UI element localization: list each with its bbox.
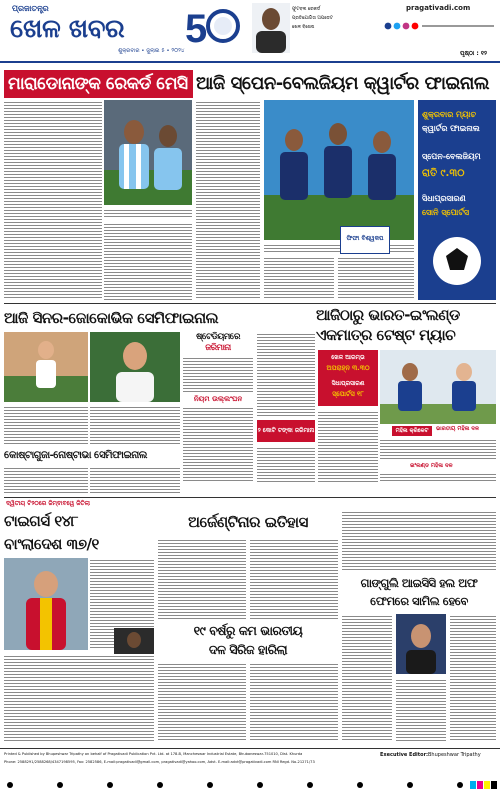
zim-score-2: ବାଂଲାଦେଶ ୩୭/୧ [4, 535, 99, 553]
spain-article-col1 [196, 100, 260, 300]
test-info-box [318, 350, 378, 406]
section-divider [4, 303, 496, 304]
masthead [0, 0, 500, 66]
england-team-label: ଇଂଲଣ୍ଡ ମହିଳା ଦଳ [410, 463, 453, 469]
messi-caption [104, 208, 192, 218]
sinner-article-col2 [90, 405, 180, 445]
footer-editor-name: Bhupeshwar Tripathy [428, 752, 481, 758]
india-article-col2 [380, 438, 496, 460]
sinner-headline: ଆଜି ସିନର-ଜୋକୋଭିକ ସେମିଫାଇନାଲ [4, 309, 219, 327]
ganguly-article-col1 [342, 614, 392, 742]
india-article-col3 [380, 472, 496, 482]
sinner-photo [4, 332, 88, 402]
site-url[interactable]: pragativadi.com [406, 4, 471, 12]
friday-box-art [422, 226, 492, 296]
zim-score-1: ଟାଇଗର୍ସ ୧୪୮ [4, 512, 79, 530]
stadium-headline-2: ଜରିମାନା [205, 343, 231, 353]
test-box-line4: ସ୍ପୋର୍ଟସ ୧୮ [332, 390, 364, 398]
masthead-rule [0, 61, 500, 63]
friday-box-line3: ସ୍ପେନ-ବେଲଜିୟମ [422, 152, 481, 161]
twitter-icon [394, 23, 401, 30]
argentina-article-col2 [250, 538, 338, 620]
india-article-col1 [318, 410, 378, 482]
u19-headline-1: ୧୯ ବର୍ଷରୁ କମ ଭାରତୀୟ [193, 623, 303, 638]
spain-headline: ଆଜି ସ୍ପେନ-ବେଲଜିୟମ କ୍ୱାର୍ଟର ଫାଇନାଲ [196, 73, 490, 94]
zim-article-col2 [4, 654, 154, 742]
stadium-article-col3 [257, 446, 315, 482]
social-icons [384, 15, 496, 23]
test-box-line3: ସିଧାପ୍ରସାରଣ [331, 380, 365, 387]
anniversary-emblem [183, 4, 245, 51]
friday-match-box [418, 100, 496, 300]
ganguly-headline-2: ଫେମରେ ସାମିଲ ହେବେ [370, 594, 468, 608]
friday-box-line1: ଶୁକ୍ରବାର ମ୍ୟାଚ [422, 110, 477, 119]
svg-text:5: 5 [185, 7, 208, 51]
argentina-article-col1 [158, 538, 246, 620]
u19-headline-2: ଦଳ ସିରିଜ ହାରିଲା [208, 642, 288, 657]
zim-inset-photo [114, 628, 154, 654]
messi-article-col2 [104, 222, 192, 300]
page-label: ପୃଷ୍ଠା : ୧୨ [460, 50, 487, 57]
zim-player-photo [4, 558, 88, 650]
masthead-player-photo [252, 3, 290, 53]
section-divider-2 [4, 497, 496, 498]
ganguly-top-article [342, 510, 496, 570]
kazak-article-col2 [90, 466, 180, 494]
djokovic-photo [90, 332, 180, 402]
stadium-sub: ନିୟମ ଉଲ୍ଲଂଘନ [193, 395, 243, 403]
footer-line-2: Phone: 2588291/2588268/4347198595, Fax: 2582586, E-mail:pragativadi@gmail.com, pragativadi@yahoo.com, Advt. E-mail:advt@pragativadi.com RNI Regd. No-21271/73 [4, 760, 315, 764]
stadium-story [183, 332, 253, 482]
brand-logo-text: ପ୍ରଜାତନ୍ତ୍ର [12, 4, 49, 13]
women-badge: ମହିଳା କ୍ରିକେଟ [392, 426, 432, 436]
messi-headline: ମାରାଡୋନାଙ୍କ ରେକର୍ଡ ମେସି ଭାଙ୍ଗିଲେ [4, 70, 193, 98]
kazak-article-col1 [4, 466, 88, 494]
sinner-article-col1 [4, 405, 88, 445]
spain-article-col2 [264, 256, 334, 300]
footer-rule [0, 748, 500, 749]
women-cricket-photo [380, 350, 496, 424]
women-team-label: ଭାରତୀୟ ମହିଳା ଦଳ [436, 426, 479, 432]
facebook-icon [385, 23, 392, 30]
fifa-badge-text: ଫିଫା ବିଶ୍ୱକପ [346, 235, 384, 242]
test-box-line1: ଖେଳ ଆରମ୍ଭ [331, 354, 365, 361]
promo-line: ଫୁଟବଲ ରେକର୍ଡ [292, 7, 321, 12]
spain-article-col3 [338, 256, 414, 300]
promo-line: ଖେଳ ବିଶେଷ [292, 25, 315, 30]
u19-article-col1 [158, 662, 246, 742]
argentina-headline: ଅର୍ଜେଣ୍ଟିନାର ଇତିହାସ [188, 513, 308, 531]
india-headline-2: ଏକମାତ୍ର ଟେଷ୍ଟ ମ୍ୟାଚ [316, 326, 456, 344]
u19-article-col2 [250, 662, 338, 742]
friday-box-line5: ସିଧାପ୍ରସାରଣ [422, 194, 466, 203]
friday-box-line6: ସୋନି ସ୍ପୋର୍ଟସ [422, 208, 470, 217]
ganguly-photo [396, 614, 446, 674]
footer-line-1: Printed & Published by Bhupeshwar Tripathy on behalf of Pragativadi Publication Pvt. Ltd. at 178-B, Mancheswar Industrial Estate, Bhubaneswar-751010, Dist. Khurda [4, 752, 303, 756]
print-color-bar [0, 776, 500, 788]
youtube-icon [412, 23, 419, 30]
india-headline-1: ଆଜିଠାରୁ ଭାରତ-ଇଂଲଣ୍ଡ [316, 306, 460, 324]
messi-photo [104, 100, 192, 205]
fifa-badge [340, 226, 390, 254]
instagram-icon [403, 23, 410, 30]
friday-box-line4: ରାତି ୯.୩୦ [422, 168, 465, 179]
ganguly-article-col2 [396, 678, 446, 742]
spain-team-photo [264, 100, 414, 240]
stadium-red-box-text: ୨ କୋଟି ଟଙ୍କା ଜରିମାନା [257, 427, 315, 434]
test-box-line2: ଅପରାହ୍ନ ୩.୩୦ [326, 364, 370, 372]
stadium-red-box [257, 420, 315, 442]
date-line: ଶୁକ୍ରବାର • ଜୁଲାଇ ୫ • ୨୦୨୪ [118, 48, 185, 54]
zim-kicker: ଦ୍ୱିତୀୟ ଟି୨୦ରେ ଜିମ୍ବାବୱେ ଜିତିଲା [6, 500, 90, 507]
stadium-headline-1: ଷ୍ଟେଡିୟମରେ [196, 332, 240, 342]
spain-photo-caption [264, 243, 414, 252]
section-title: ଖେଳ ଖବର [10, 14, 125, 44]
messi-article [4, 100, 102, 300]
footer-editor-label: Executive Editor: [380, 752, 429, 758]
promo-block [292, 6, 382, 30]
ganguly-article-col3 [450, 614, 496, 742]
ganguly-headline-1: ଗାଙ୍ଗୁଲି ଆଇସିସି ହଲ ଅଫ [360, 576, 478, 590]
stadium-article-col2 [257, 332, 315, 416]
promo-line: ପ୍ରତିଯୋଗିତା ଅପଡେଟ [292, 16, 333, 21]
kazak-headline: କୋଷ୍ଟାଗୁଜା-ନୋଷ୍ଟାଭା ସେମିଫାଇନାଲ [4, 450, 148, 461]
friday-box-line2: କ୍ୱାର୍ଟର ଫାଇନାଲ [422, 124, 480, 133]
